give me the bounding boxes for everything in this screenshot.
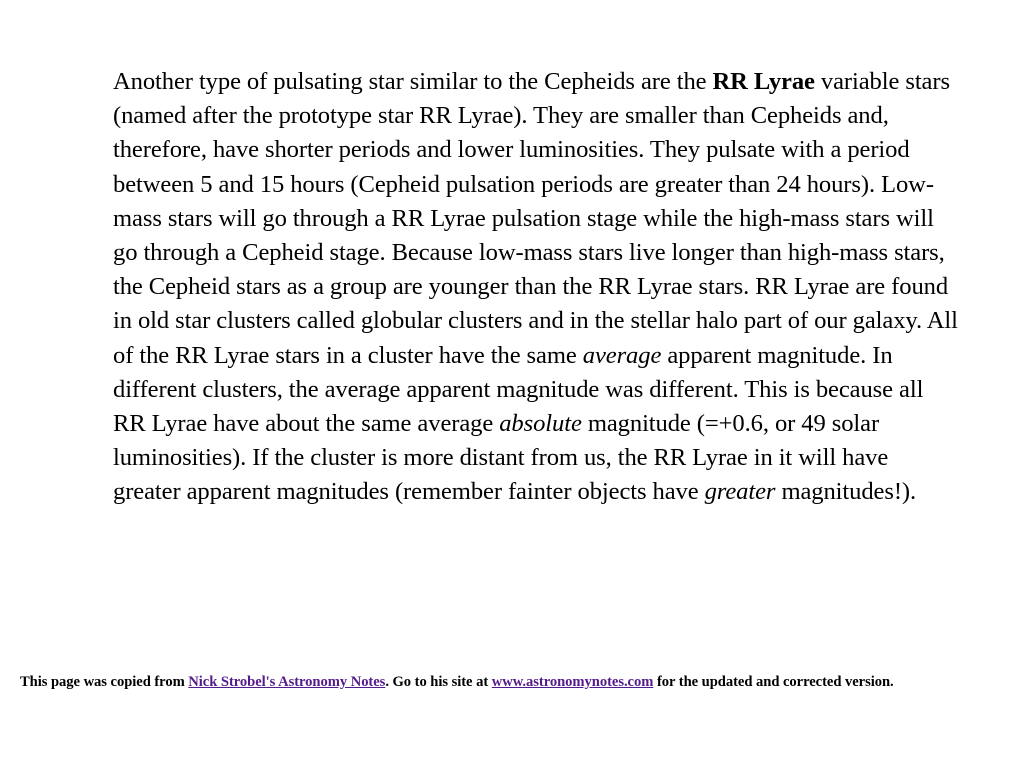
astronomy-notes-link[interactable]: Nick Strobel's Astronomy Notes — [188, 674, 386, 690]
absolute-italic-term: absolute — [499, 410, 582, 438]
article-text-5: magnitudes!). — [775, 478, 917, 506]
article-text-1: Another type of pulsating star similar to the Cepheids are the — [113, 68, 713, 95]
rr-lyrae-bold-term: RR Lyrae — [712, 68, 815, 95]
attribution-footer — [20, 674, 1024, 691]
footer-middle-text: . Go to his site at — [385, 674, 492, 690]
article-paragraph — [113, 65, 961, 510]
article-text-4: magnitude (=+0.6, or 49 solar luminosities). If the cluster is more distant from us, the RR Lyrae in it will have greater apparent magnitudes (remember fainter objects have — [113, 410, 889, 506]
article-text-2: variable stars (named after the prototype star RR Lyrae). They are smaller than Cepheids and, therefore, have shorter periods and lower luminosities. They pulsate with a period between 5 and 15 hours (Cepheid pulsation periods are greater than 24 hours). Low-mass stars will go through a RR Lyrae pulsation stage while the high-mass stars will go through a Cepheid stage. Because low-mass stars live longer than high-mass stars, the Cepheid stars as a group are younger than the RR Lyrae stars. RR Lyrae are found in old star clusters called globular clusters and in the stellar halo part of our galaxy. All of the RR Lyrae stars in a cluster have the same — [113, 68, 958, 369]
astronomynotes-site-link[interactable]: www.astronomynotes.com — [491, 674, 654, 690]
footer-suffix-text: for the updated and corrected version. — [653, 674, 894, 690]
average-italic-term: average — [582, 341, 662, 369]
greater-italic-term: greater — [704, 478, 776, 506]
footer-prefix-text: This page was copied from — [20, 674, 189, 690]
article-text-3: apparent magnitude. In different clusters, the average apparent magnitude was different. This is because all RR Lyrae have about the same average — [113, 341, 924, 438]
